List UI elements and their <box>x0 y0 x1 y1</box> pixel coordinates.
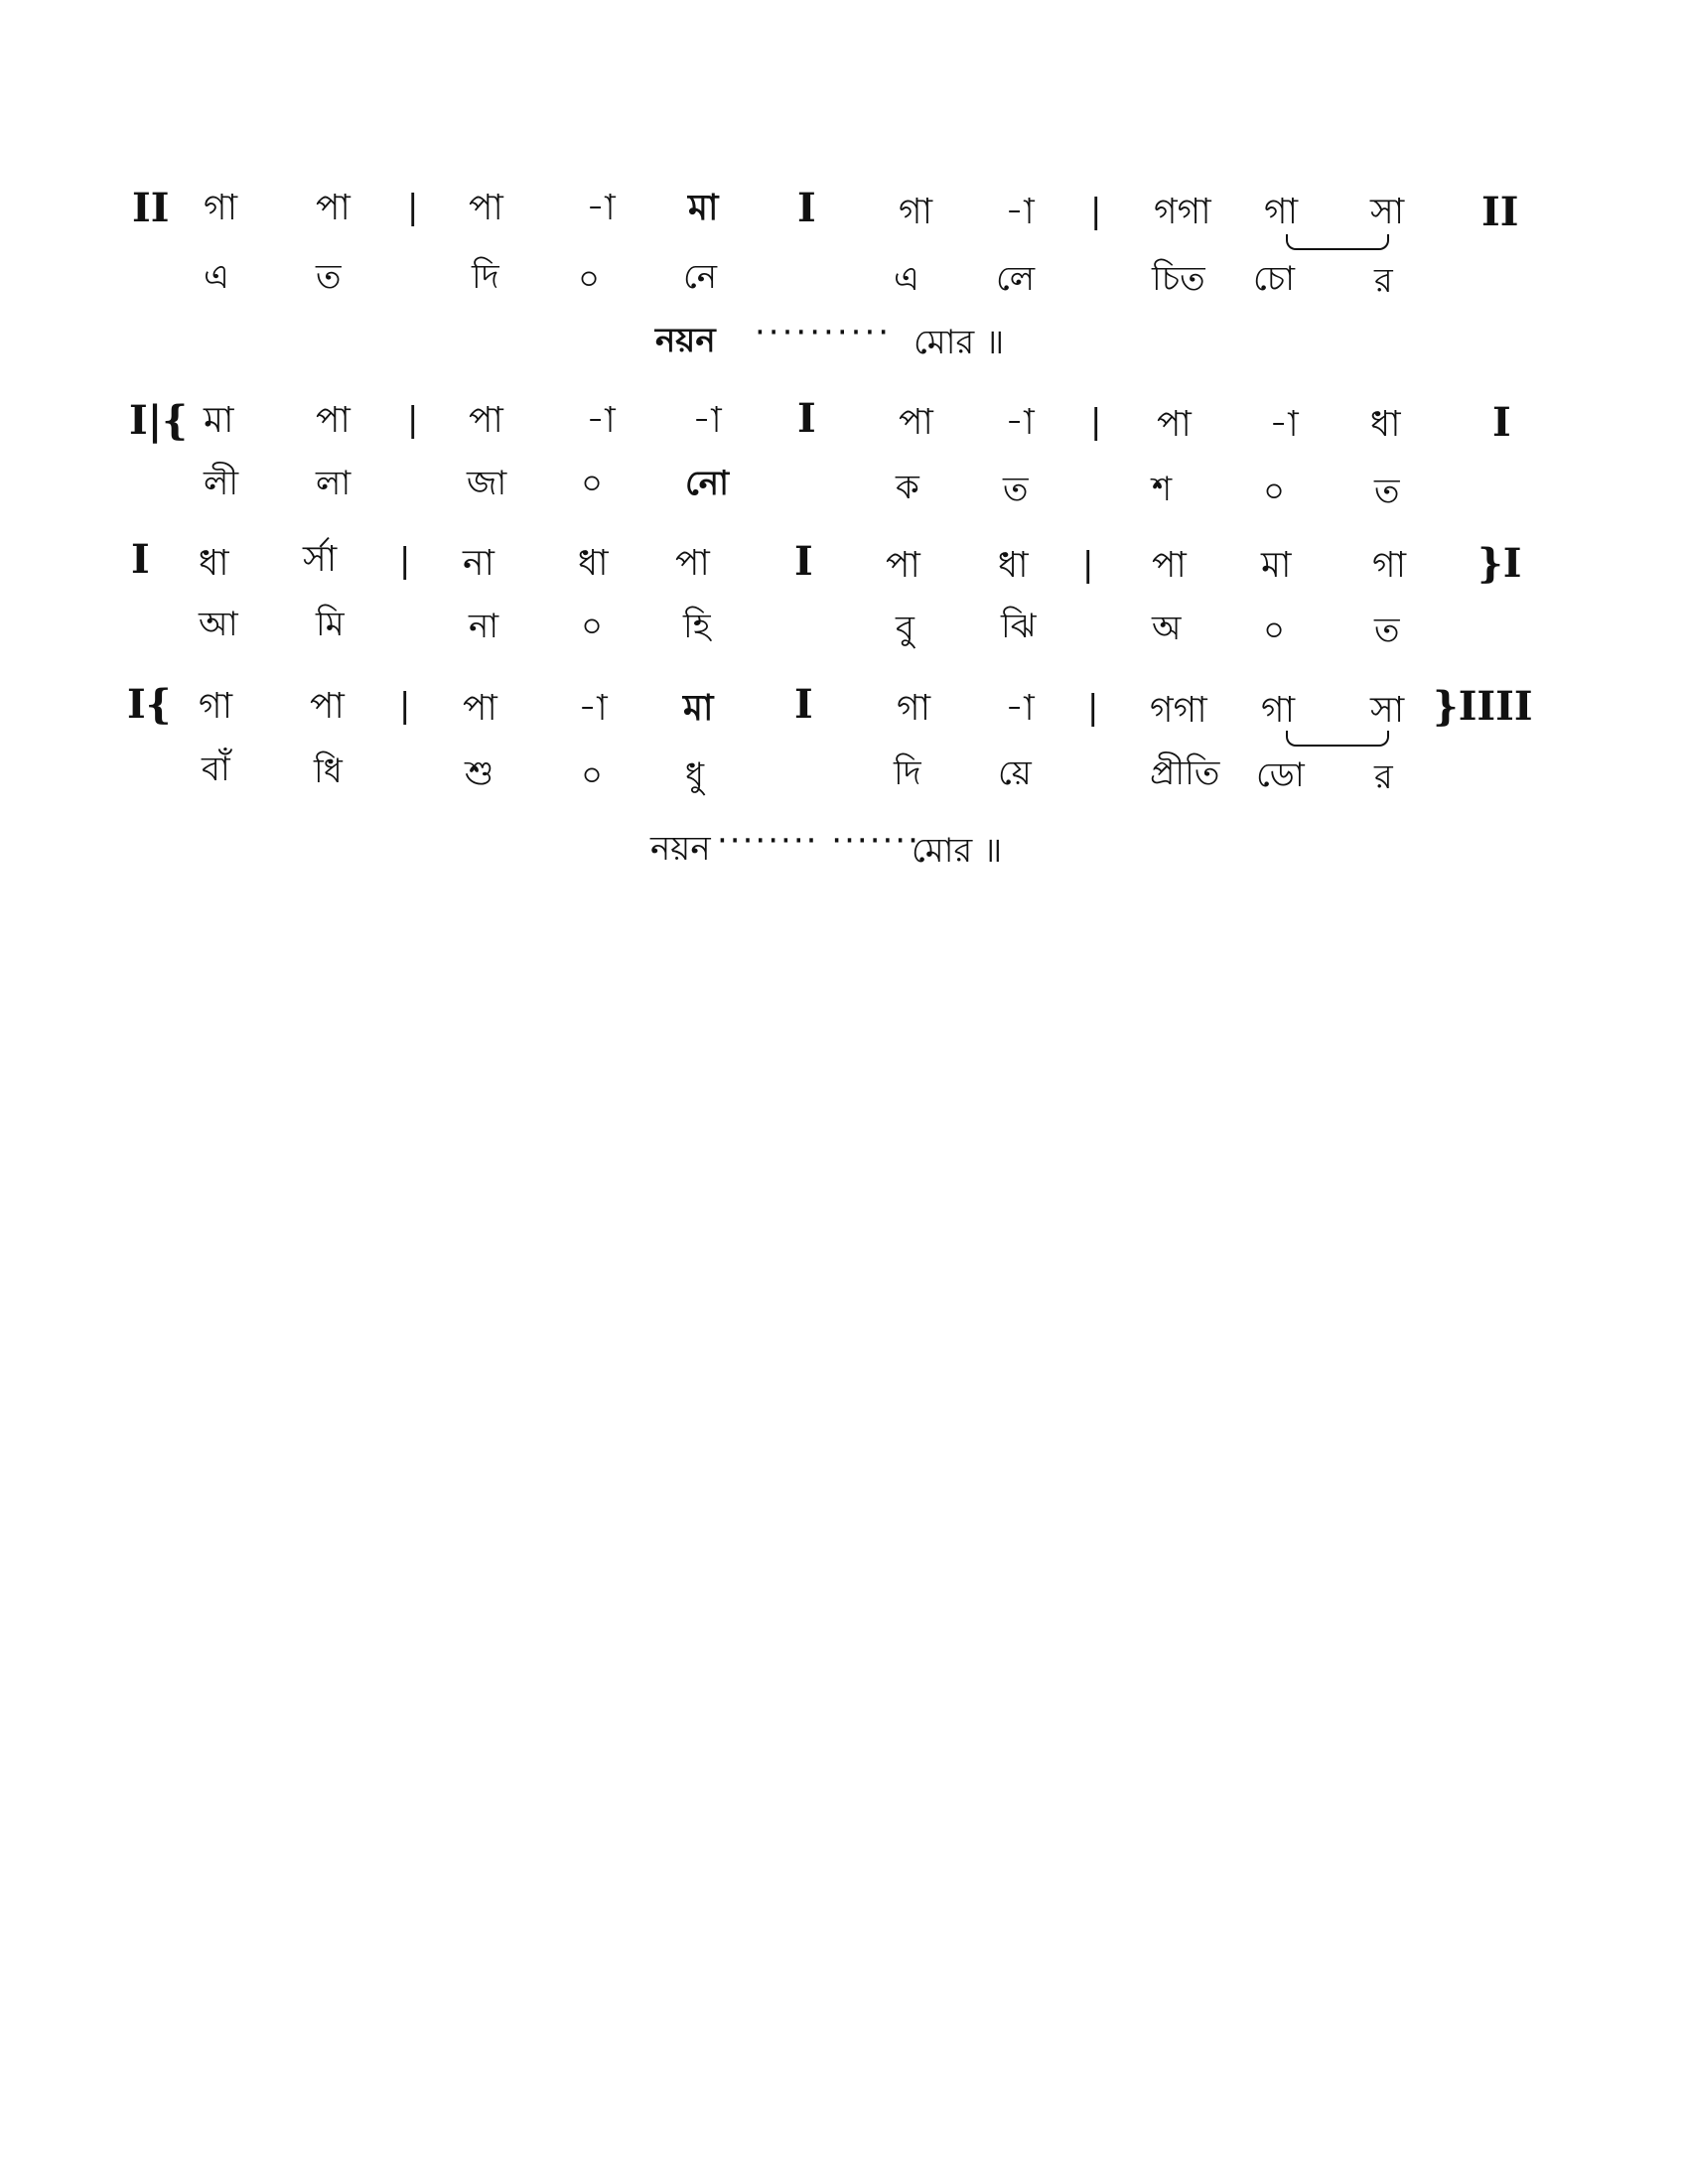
refrain-start-word: নয়ন <box>650 829 711 869</box>
note: ধা <box>1370 404 1401 445</box>
note: পা <box>886 545 920 586</box>
note: ধা <box>998 545 1029 586</box>
note: গগা <box>1154 192 1211 232</box>
lyric-syllable: অ <box>1152 609 1182 648</box>
lyric-syllable: শু <box>465 753 494 793</box>
bar-line-start: II <box>132 185 170 231</box>
lyric-syllable: য়ে <box>998 753 1032 793</box>
lyric-syllable: হি <box>683 607 711 646</box>
refrain-start-word: নয়ন <box>655 321 716 360</box>
note: -া <box>586 188 616 228</box>
refrain-end-word: মোর ॥ <box>914 323 1005 362</box>
bar-line-end: II <box>1481 189 1519 235</box>
lyric-syllable: লা <box>316 464 352 503</box>
note: মা <box>683 688 714 729</box>
lyric-syllable: এ <box>894 259 919 299</box>
lyric-syllable: চিত <box>1152 259 1205 299</box>
beat-separator: | <box>1090 192 1102 231</box>
slur-mark <box>1286 234 1389 250</box>
bar-line-start: I|{ <box>129 397 188 444</box>
refrain-ellipsis: ········ ······· <box>717 821 920 861</box>
lyric-syllable: এ <box>204 257 229 297</box>
note: -া <box>1005 402 1035 443</box>
beat-separator: | <box>1082 545 1094 585</box>
lyric-syllable: ধি <box>314 751 343 791</box>
lyric-syllable: ঝি <box>1001 607 1037 646</box>
note: গগা <box>1150 690 1207 731</box>
note: গা <box>899 192 933 232</box>
note: না <box>463 543 494 584</box>
lyric-syllable: ০ <box>578 259 601 299</box>
lyric-syllable: দি <box>472 257 499 297</box>
lyric-syllable: ধু <box>685 755 705 795</box>
lyric-syllable: নো <box>685 464 729 503</box>
beat-separator: | <box>1090 402 1102 442</box>
note: গা <box>204 188 238 228</box>
note: পা <box>316 400 351 441</box>
note: ধা <box>199 543 229 584</box>
note: -া <box>578 688 608 729</box>
lyric-syllable: ক <box>896 468 919 507</box>
slur-mark <box>1286 731 1389 747</box>
note: পা <box>675 543 710 584</box>
beat-separator: | <box>407 400 419 440</box>
lyric-syllable: ত <box>1374 611 1400 650</box>
beat-separator: | <box>407 188 419 227</box>
bar-line-end: }I <box>1477 540 1522 587</box>
measure-bar: I <box>794 681 813 728</box>
lyric-syllable: না <box>469 607 499 646</box>
measure-bar: I <box>797 185 816 231</box>
lyric-syllable: প্রীতি <box>1150 753 1220 793</box>
note: -া <box>692 400 722 441</box>
note: গা <box>1261 690 1296 731</box>
note: -া <box>1005 192 1035 232</box>
lyric-syllable: ত <box>1374 472 1400 511</box>
note: মা <box>1261 545 1292 586</box>
lyric-syllable: শ <box>1152 470 1173 509</box>
note: -া <box>1269 404 1299 445</box>
note: মা <box>688 188 719 228</box>
measure-bar: I <box>794 538 813 585</box>
lyric-syllable: ০ <box>581 755 604 795</box>
beat-separator: | <box>399 686 411 726</box>
note: র্সা <box>303 539 338 580</box>
beat-separator: | <box>399 541 411 581</box>
note: সা <box>1370 192 1405 232</box>
lyric-syllable: ত <box>316 257 342 297</box>
lyric-syllable: লী <box>204 464 239 503</box>
bar-line-start: I <box>131 536 150 583</box>
note: -া <box>1005 688 1035 729</box>
measure-bar: I <box>797 395 816 442</box>
note: সা <box>1370 690 1405 731</box>
note: গা <box>1372 545 1407 586</box>
beat-separator: | <box>1087 688 1099 728</box>
lyric-syllable: ডো <box>1256 755 1305 795</box>
note: পা <box>463 688 497 729</box>
lyric-syllable: ০ <box>1263 472 1286 511</box>
lyric-syllable: চো <box>1253 259 1296 299</box>
lyric-syllable: ০ <box>1263 611 1286 650</box>
lyric-syllable: র <box>1374 757 1393 797</box>
lyric-syllable: বাঁ <box>202 750 230 789</box>
note: পা <box>1157 404 1192 445</box>
lyric-syllable: লে <box>996 259 1036 299</box>
bar-line-end: }IIII <box>1433 683 1533 730</box>
note: পা <box>1152 545 1187 586</box>
lyric-syllable: নে <box>683 257 718 297</box>
lyric-syllable: বু <box>896 609 914 648</box>
lyric-syllable: জা <box>467 464 507 503</box>
note: পা <box>310 686 345 727</box>
note: পা <box>899 402 933 443</box>
lyric-syllable: দি <box>894 753 921 793</box>
lyric-syllable: ০ <box>581 464 604 503</box>
bar-line-end: I <box>1492 399 1511 446</box>
refrain-ellipsis: ·········· <box>755 313 893 352</box>
note: পা <box>469 188 503 228</box>
refrain-end-word: মোর ॥ <box>912 831 1003 871</box>
note: পা <box>316 188 351 228</box>
note: গা <box>199 686 233 727</box>
lyric-syllable: র <box>1374 261 1393 301</box>
note: গা <box>1264 192 1299 232</box>
note: ধা <box>578 543 609 584</box>
lyric-syllable: ০ <box>581 607 604 646</box>
lyric-syllable: ত <box>1003 470 1029 509</box>
lyric-syllable: আ <box>199 605 238 644</box>
note: পা <box>469 400 503 441</box>
note: গা <box>897 688 931 729</box>
note: -া <box>586 400 616 441</box>
lyric-syllable: মি <box>316 605 345 644</box>
bar-line-start: I{ <box>127 681 172 728</box>
note: মা <box>204 400 234 441</box>
